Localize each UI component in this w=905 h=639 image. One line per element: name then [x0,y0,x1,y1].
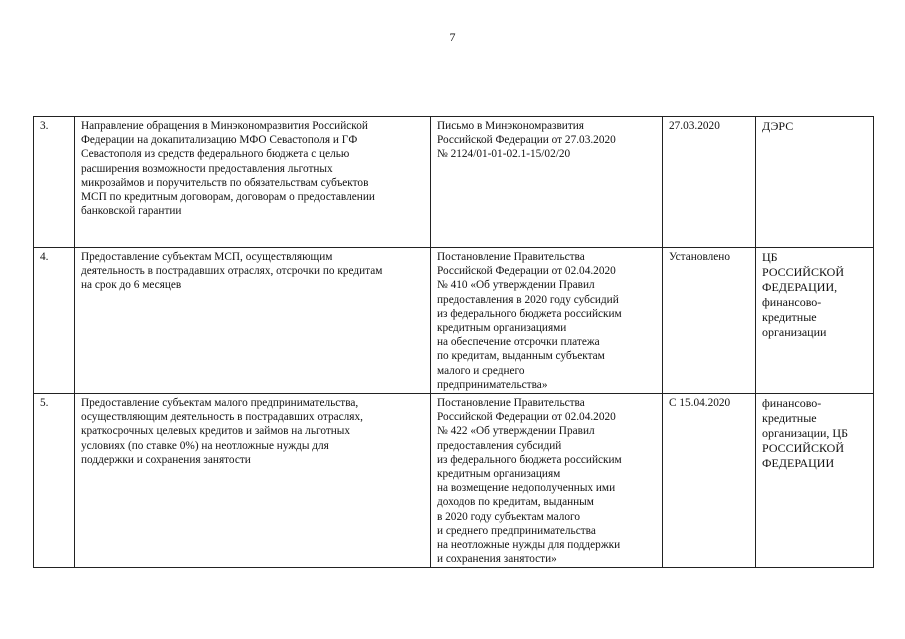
row-number: 4. [34,248,75,394]
legal-document-line: на неотложные нужды для поддержки [437,539,621,552]
legal-document-line: из федерального бюджета российским [437,307,622,320]
measure-description-line: на срок до 6 месяцев [81,279,182,292]
responsible-party [756,394,874,568]
measure-description-line: Севастополя из средств федерального бюджета с целью [81,148,350,161]
measure-description-line: осуществляющим деятельность в пострадавших отраслях, [81,411,363,424]
responsible-party-line: РОССИЙСКОЙ [762,265,845,279]
legal-document-line: по кредитам, выданным субъектам [437,350,605,363]
legal-document-line: № 422 «Об утверждении Правил [437,425,595,438]
legal-document-line: и сохранения занятости» [437,553,557,566]
measures-table-body [34,117,874,568]
responsible-party-line: финансово- [762,396,822,411]
page-number: 7 [449,30,456,44]
legal-document-line: малого и среднего [437,364,525,377]
row-number: 3. [34,117,75,248]
measure-description-line: расширения возможности предоставления льготных [81,162,333,175]
legal-document-line: предпринимательства» [437,378,548,391]
measure-description-line: условиях (по ставке 0%) на неотложные нужды для [81,439,329,452]
legal-document-line: № 2124/01-01-02.1-15/02/20 [437,148,571,161]
legal-document-line: Постановление Правительства [437,397,585,410]
measure-description-line: микрозаймов и поручительств по обязательствам субъектов [81,176,369,189]
legal-document-line: предоставления субсидий [437,439,562,452]
measure-description-line: Направление обращения в Минэкономразвития Российской [81,120,368,132]
legal-document [431,248,663,394]
legal-document-line: Постановление Правительства [437,251,585,263]
legal-document-line: предоставления в 2020 году субсидий [437,293,619,306]
table-row [34,394,874,568]
legal-document-line: № 410 «Об утверждении Правил [437,279,595,292]
legal-document-line: Российской Федерации от 27.03.2020 [437,134,616,147]
responsible-party-line: ДЭРС [762,119,794,133]
measure-description-line: деятельность в пострадавших отраслях, отсрочки по кредитам [81,265,383,278]
legal-document-line: кредитным организациями [437,322,567,335]
responsible-party-line: ФЕДЕРАЦИИ, [762,280,838,294]
measure-description-line: Предоставление субъектам МСП, осуществляющим [81,251,333,263]
responsible-party-line: ФЕДЕРАЦИИ [762,456,835,471]
row-number: 5. [34,394,75,568]
responsible-party [756,248,874,394]
responsible-party-line: финансово- [762,295,822,309]
legal-document-line: Российской Федерации от 02.04.2020 [437,411,616,424]
measure-description-line: поддержки и сохранения занятости [81,453,251,466]
legal-document-line: кредитным организациям [437,468,561,481]
legal-document-line: доходов по кредитам, выданным [437,496,594,509]
legal-document-line: и среднего предпринимательства [437,524,596,537]
responsible-party-line: организации, ЦБ [762,426,848,441]
table-row [34,117,874,248]
deadline: С 15.04.2020 [663,394,756,568]
legal-document [431,117,663,248]
measure-description-line: МСП по кредитным договорам, договорам о предоставлении [81,191,375,204]
responsible-party-line: ЦБ [762,250,778,264]
measure-description-line: Федерации на докапитализацию МФО Севастополя и ГФ [81,134,358,147]
measure-description-line: Предоставление субъектам малого предпринимательства, [81,397,359,410]
measure-description [75,394,431,568]
legal-document-line: на возмещение недополученных ими [437,482,616,495]
measure-description [75,248,431,394]
measure-description-line: банковской гарантии [81,205,182,218]
responsible-party-line: РОССИЙСКОЙ [762,441,845,456]
legal-document [431,394,663,568]
responsible-party [756,117,874,248]
table-row [34,248,874,394]
legal-document-line: Письмо в Минэкономразвития [437,120,585,132]
legal-document-line: Российской Федерации от 02.04.2020 [437,265,616,278]
responsible-party-line: кредитные [762,310,817,324]
measures-table [33,116,874,568]
responsible-party-line: организации [762,325,827,339]
legal-document-line: в 2020 году субъектам малого [437,510,581,523]
legal-document-line: из федерального бюджета российским [437,453,622,466]
measure-description [75,117,431,248]
responsible-party-line: кредитные [762,411,817,426]
deadline: Установлено [663,248,756,394]
deadline: 27.03.2020 [663,117,756,248]
measure-description-line: краткосрочных целевых кредитов и займов на льготных [81,425,351,438]
legal-document-line: на обеспечение отсрочки платежа [437,336,600,349]
